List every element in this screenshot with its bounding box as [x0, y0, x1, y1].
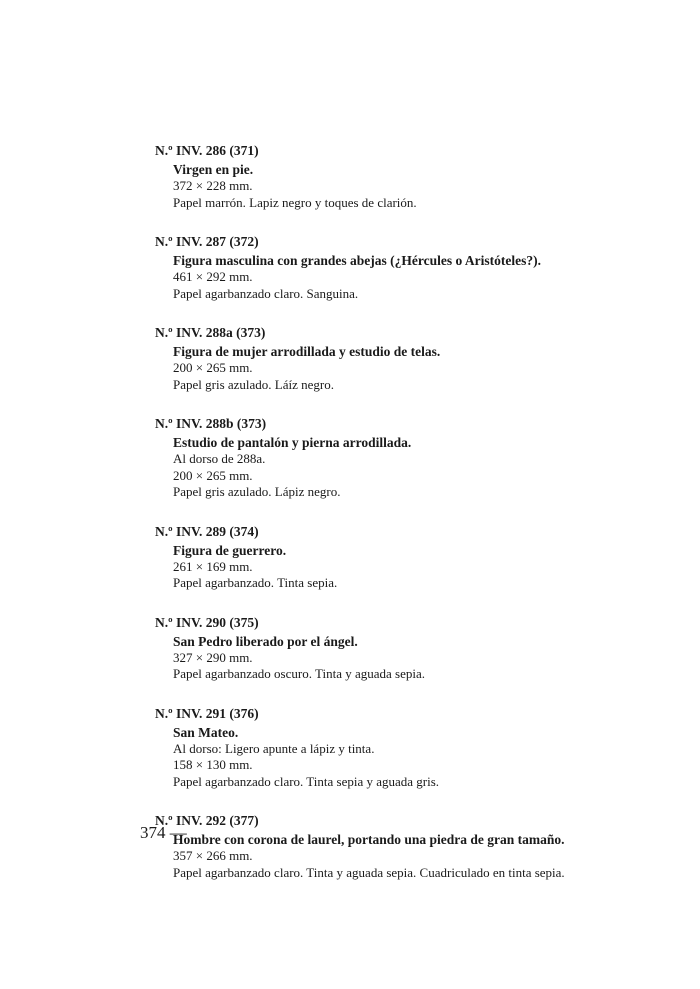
dimensions: 200 × 265 mm. [173, 467, 253, 483]
catalog-entry [155, 141, 675, 211]
inventory-number: N.º INV. 286 (371) [155, 143, 259, 158]
catalog-entry [155, 323, 675, 393]
technique: Papel agarbanzado oscuro. Tinta y aguada sepia. [173, 666, 425, 681]
dimensions: 200 × 265 mm. [173, 360, 253, 375]
catalog-entry [155, 232, 675, 302]
entry-body [155, 542, 675, 592]
entry-body [155, 252, 675, 302]
entry-body [155, 724, 675, 791]
verso-note: Al dorso de 288a. [173, 451, 266, 466]
entry-body [155, 434, 675, 501]
technique: Papel agarbanzado claro. Tinta sepia y aguada gris. [173, 773, 440, 789]
dimensions: 327 × 290 mm. [173, 649, 253, 665]
technique: Papel agarbanzado claro. Tinta y aguada sepia. Cuadriculado en tinta sepia. [173, 864, 565, 880]
artwork-title: Hombre con corona de laurel, portando una piedra de gran tamaño. [173, 832, 565, 847]
catalog-entry [155, 613, 675, 683]
technique: Papel gris azulado. Lápiz negro. [173, 484, 341, 499]
artwork-title: Estudio de pantalón y pierna arrodillada. [173, 435, 412, 450]
entry-body [155, 343, 675, 393]
artwork-title: Figura de guerrero. [173, 542, 287, 558]
verso-note: Al dorso: Ligero apunte a lápiz y tinta. [173, 740, 375, 756]
catalog-entries [155, 141, 675, 902]
artwork-title: Virgen en pie. [173, 162, 254, 177]
inventory-number: N.º INV. 288a (373) [155, 325, 266, 340]
catalog-entry [155, 414, 675, 501]
inventory-number: N.º INV. 291 (376) [155, 705, 259, 721]
inventory-number: N.º INV. 287 (372) [155, 234, 259, 249]
entry-body [155, 161, 675, 211]
dimensions: 357 × 266 mm. [173, 848, 253, 863]
technique: Papel agarbanzado claro. Sanguina. [173, 285, 359, 301]
inventory-number: N.º INV. 288b (373) [155, 416, 267, 431]
entry-body [155, 831, 675, 881]
inventory-number: N.º INV. 292 (377) [155, 813, 259, 828]
entry-body [155, 633, 675, 683]
artwork-title: Figura masculina con grandes abejas (¿Hércules o Aristóteles?). [173, 253, 541, 268]
technique: Papel agarbanzado. Tinta sepia. [173, 575, 338, 590]
catalog-entry [155, 811, 675, 881]
artwork-title: San Mateo. [173, 724, 239, 740]
inventory-number: N.º INV. 289 (374) [155, 523, 259, 539]
dimensions: 372 × 228 mm. [173, 178, 253, 193]
dimensions: 261 × 169 mm. [173, 558, 253, 574]
technique: Papel marrón. Lapiz negro y toques de clarión. [173, 194, 417, 210]
artwork-title: San Pedro liberado por el ángel. [173, 633, 358, 649]
catalog-entry [155, 522, 675, 592]
artwork-title: Figura de mujer arrodillada y estudio de telas. [173, 344, 441, 359]
dimensions: 158 × 130 mm. [173, 757, 253, 772]
technique: Papel gris azulado. Láíz negro. [173, 376, 334, 392]
dimensions: 461 × 292 mm. [173, 269, 253, 284]
page-number: 374 — [140, 823, 187, 842]
catalog-entry [155, 704, 675, 791]
inventory-number: N.º INV. 290 (375) [155, 614, 259, 630]
